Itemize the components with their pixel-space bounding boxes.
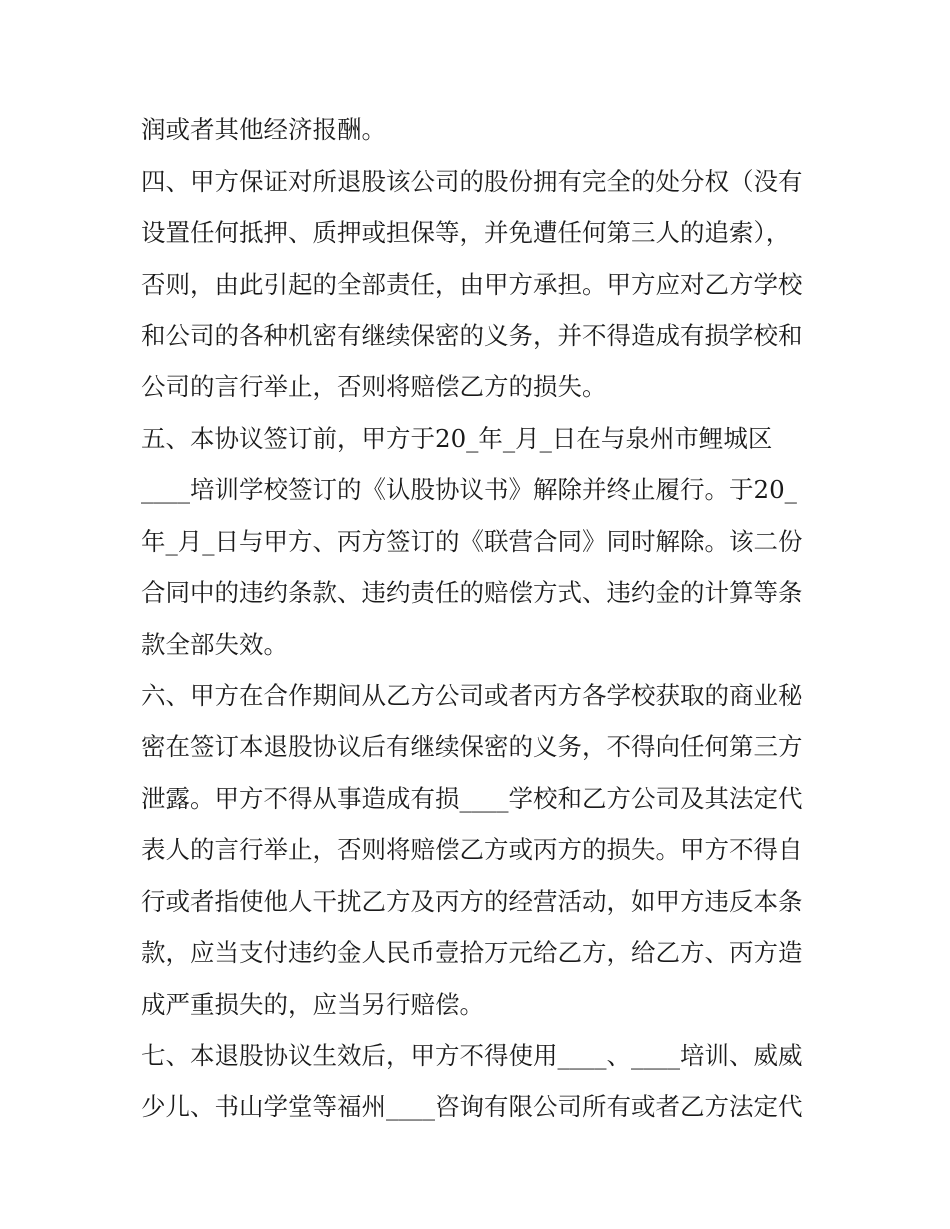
text-line: 少儿、书山学堂等福州____咨询有限公司所有或者乙方法定代 xyxy=(141,1092,803,1121)
text-line: 泄露。甲方不得从事造成有损____学校和乙方公司及其法定代 xyxy=(141,784,803,813)
text-line: 公司的言行举止，否则将赔偿乙方的损失。 xyxy=(141,372,607,401)
text-line: 成严重损失的，应当另行赔偿。 xyxy=(141,990,484,1019)
text-line: 年_月_日与甲方、丙方签订的《联营合同》同时解除。该二份 xyxy=(141,527,803,556)
text-line: 和公司的各种机密有继续保密的义务，并不得造成有损学校和 xyxy=(141,321,803,350)
text-line: 设置任何抵押、质押或担保等，并免遭任何第三人的追索）， xyxy=(141,218,791,247)
text-line: 行或者指使他人干扰乙方及丙方的经营活动，如甲方违反本条 xyxy=(141,887,803,916)
text-line: 款，应当支付违约金人民币壹拾万元给乙方，给乙方、丙方造 xyxy=(141,938,803,967)
text-line: 七、本退股协议生效后，甲方不得使用____、____培训、威威 xyxy=(141,1041,803,1070)
text-line: 合同中的违约条款、违约责任的赔偿方式、违约金的计算等条 xyxy=(141,578,803,607)
text-line: 四、甲方保证对所退股该公司的股份拥有完全的处分权（没有 xyxy=(141,167,803,196)
text-line: 表人的言行举止，否则将赔偿乙方或丙方的损失。甲方不得自 xyxy=(141,835,803,864)
text-line: 五、本协议签订前，甲方于20_年_月_日在与泉州市鲤城区 xyxy=(141,424,773,453)
text-line: 密在签订本退股协议后有继续保密的义务，不得向任何第三方 xyxy=(141,732,803,761)
text-line: 六、甲方在合作期间从乙方公司或者丙方各学校获取的商业秘 xyxy=(141,681,803,710)
text-line: ____培训学校签订的《认股协议书》解除并终止履行。于20_ xyxy=(141,475,797,504)
text-line: 否则，由此引起的全部责任，由甲方承担。甲方应对乙方学校 xyxy=(141,270,803,299)
text-line: 润或者其他经济报酬。 xyxy=(141,115,386,144)
text-line: 款全部失效。 xyxy=(141,630,288,659)
